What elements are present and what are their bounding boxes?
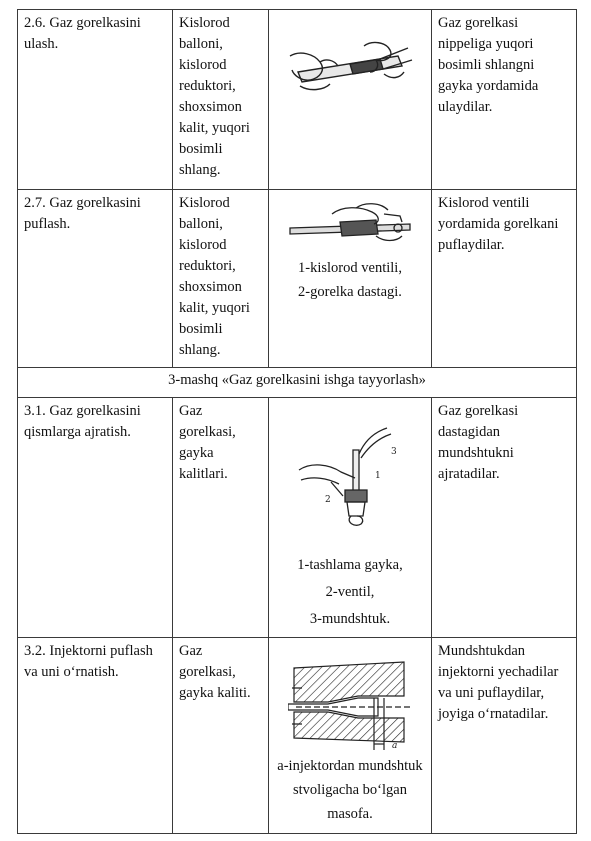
- table-row: [18, 190, 577, 368]
- action-cell: Gaz gorelkasi dastagidan mundshtukni ajratadilar.: [432, 398, 577, 638]
- caption-line: 2-gorelka dastagi.: [298, 284, 402, 300]
- action-cell: Kislorod ventili yordamida gorelkani puflaydilar.: [432, 190, 577, 368]
- figure-cell: [269, 398, 432, 638]
- step-cell: 3.2. Injektorni puflash va uni o‘rnatish.: [18, 638, 173, 834]
- figure-cell: [269, 638, 432, 834]
- hose-attach-illustration: [280, 26, 420, 106]
- tools-cell: Gaz gorelkasi, gayka kaliti.: [173, 638, 269, 834]
- tools-cell: Gaz gorelkasi, gayka kalitlari.: [173, 398, 269, 638]
- procedure-table: [17, 9, 577, 834]
- injector-section-illustration: [288, 658, 412, 750]
- step-cell: 2.6. Gaz gorelkasini ulash.: [18, 10, 173, 190]
- action-cell: Mundshtukdan injektorni yechadilar va uni puflaydilar, joyiga o‘rnatadilar.: [432, 638, 577, 834]
- table-row: [18, 10, 577, 190]
- table-row: [18, 638, 577, 834]
- tools-cell: Kislorod balloni, kislorod reduktori, shoxsimon kalit, yuqori bosimli shlang.: [173, 190, 269, 368]
- svg-text:1: 1: [375, 471, 381, 481]
- svg-text:a: a: [392, 741, 398, 750]
- step-cell: 2.7. Gaz gorelkasini puflash.: [18, 190, 173, 368]
- caption-line: 1-kislorod ventili,: [298, 260, 402, 276]
- section-header: 3-mashq «Gaz gorelkasini ishga tayyorlash»: [18, 368, 577, 398]
- action-cell: Gaz gorelkasi nippeliga yuqori bosimli shlangni gayka yordamida ulaydilar.: [432, 10, 577, 190]
- caption-line: a-injektordan mundshtuk stvoligacha bo‘lgan masofa.: [277, 758, 423, 822]
- step-cell: 3.1. Gaz gorelkasini qismlarga ajratish.: [18, 398, 173, 638]
- torch-purge-illustration: [280, 200, 420, 250]
- torch-disassembly-illustration: [295, 420, 405, 530]
- tools-cell: Kislorod balloni, kislorod reduktori, shoxsimon kalit, yuqori bosimli shlang.: [173, 10, 269, 190]
- figure-cell: [269, 10, 432, 190]
- svg-text:3: 3: [391, 447, 397, 457]
- table-row: [18, 398, 577, 638]
- caption-line: 1-tashlama gayka,: [297, 557, 403, 573]
- section-row: [18, 368, 577, 398]
- caption-line: 2-ventil,: [325, 584, 375, 600]
- figure-cell: [269, 190, 432, 368]
- figure-caption: [271, 256, 429, 304]
- caption-line: 3-mundshtuk.: [309, 611, 391, 627]
- svg-text:2: 2: [325, 495, 331, 505]
- figure-caption: [271, 754, 429, 826]
- figure-caption: [271, 552, 429, 633]
